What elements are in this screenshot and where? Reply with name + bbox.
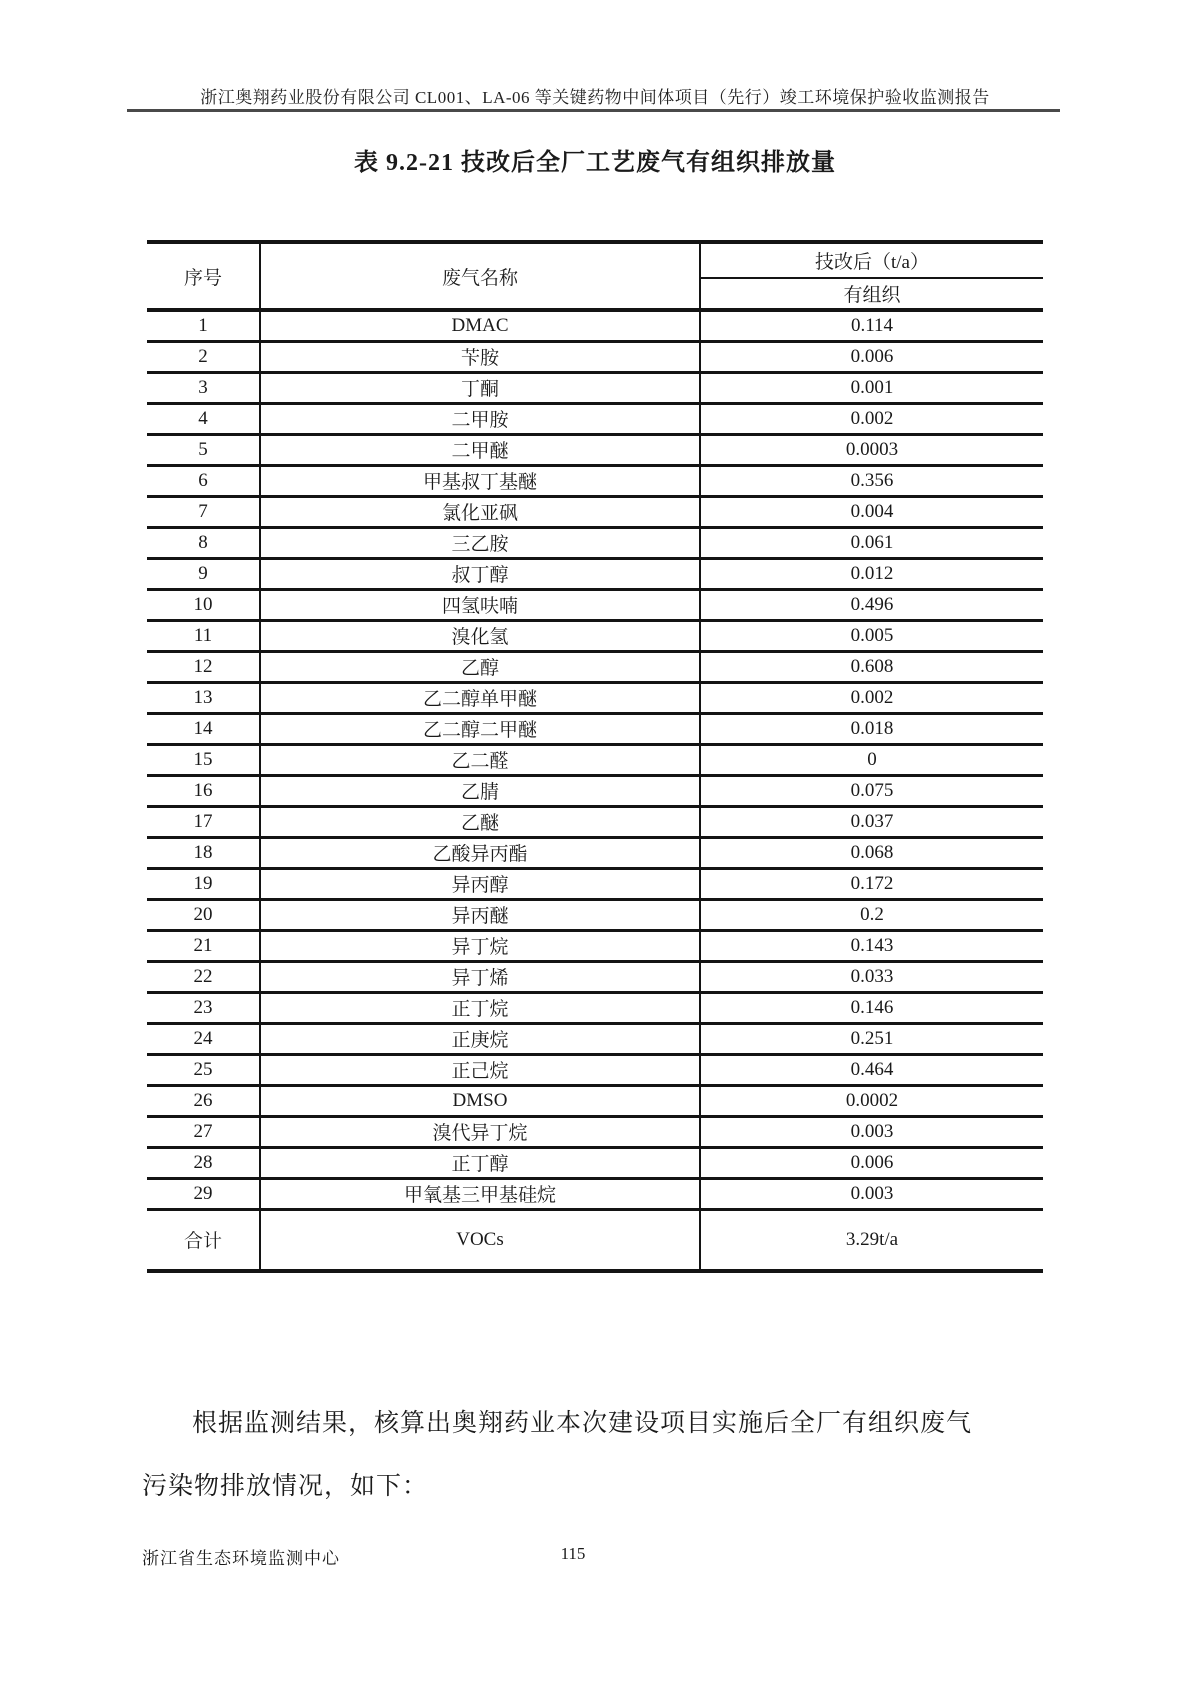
row-seq: 4 <box>147 403 260 434</box>
running-header: 浙江奥翔药业股份有限公司 CL001、LA-06 等关键药物中间体项目（先行）竣工环境保护验收监测报告 <box>200 88 990 107</box>
table-row <box>147 1054 1043 1085</box>
row-seq: 10 <box>147 589 260 620</box>
row-value: 0.251 <box>700 1023 1043 1054</box>
table-row <box>147 961 1043 992</box>
row-value: 0.002 <box>700 682 1043 713</box>
row-name: 乙二醛 <box>260 744 700 775</box>
row-seq: 6 <box>147 465 260 496</box>
row-name: 甲基叔丁基醚 <box>260 465 700 496</box>
row-name: 苄胺 <box>260 341 700 372</box>
table-body <box>147 310 1043 1271</box>
table-row <box>147 310 1043 341</box>
row-value: 0.018 <box>700 713 1043 744</box>
row-value: 0.004 <box>700 496 1043 527</box>
table-row <box>147 899 1043 930</box>
row-value: 0.172 <box>700 868 1043 899</box>
row-seq: 9 <box>147 558 260 589</box>
row-seq: 20 <box>147 899 260 930</box>
row-seq: 25 <box>147 1054 260 1085</box>
row-seq: 1 <box>147 310 260 341</box>
row-seq: 27 <box>147 1116 260 1147</box>
table-row <box>147 434 1043 465</box>
table-row <box>147 372 1043 403</box>
table-row <box>147 744 1043 775</box>
paragraph-line-2: 污染物排放情况，如下： <box>142 1473 429 1500</box>
row-seq: 28 <box>147 1147 260 1178</box>
header-row-1 <box>147 242 1043 278</box>
row-seq: 15 <box>147 744 260 775</box>
table-row <box>147 1116 1043 1147</box>
row-name: 正庚烷 <box>260 1023 700 1054</box>
row-name: 溴代异丁烷 <box>260 1116 700 1147</box>
row-value: 0.037 <box>700 806 1043 837</box>
row-name: 正丁烷 <box>260 992 700 1023</box>
row-seq: 19 <box>147 868 260 899</box>
row-value: 0.146 <box>700 992 1043 1023</box>
row-name: 叔丁醇 <box>260 558 700 589</box>
table-row <box>147 496 1043 527</box>
table-row <box>147 403 1043 434</box>
header-name: 废气名称 <box>260 242 700 310</box>
row-name: 氯化亚砜 <box>260 496 700 527</box>
row-name: 异丙醇 <box>260 868 700 899</box>
table-row <box>147 620 1043 651</box>
table-row <box>147 930 1043 961</box>
row-value: 0.033 <box>700 961 1043 992</box>
row-name: 正己烷 <box>260 1054 700 1085</box>
row-value: 0.464 <box>700 1054 1043 1085</box>
row-value: 0.068 <box>700 837 1043 868</box>
row-seq: 3 <box>147 372 260 403</box>
row-name: 乙二醇单甲醚 <box>260 682 700 713</box>
paragraph-line-1: 根据监测结果，核算出奥翔药业本次建设项目实施后全厂有组织废气 <box>192 1410 973 1437</box>
footer-page-number: 115 <box>560 1544 586 1563</box>
footer-organization: 浙江省生态环境监测中心 <box>142 1549 340 1568</box>
row-value: 0.496 <box>700 589 1043 620</box>
table-row <box>147 651 1043 682</box>
row-value: 0.0002 <box>700 1085 1043 1116</box>
table-row <box>147 465 1043 496</box>
row-value: 0.143 <box>700 930 1043 961</box>
row-value: 0.061 <box>700 527 1043 558</box>
row-seq: 29 <box>147 1178 260 1209</box>
table-row <box>147 558 1043 589</box>
table-row <box>147 713 1043 744</box>
row-value: 0.003 <box>700 1178 1043 1209</box>
row-seq: 14 <box>147 713 260 744</box>
table-row <box>147 806 1043 837</box>
table-row <box>147 1023 1043 1054</box>
row-name: 二甲胺 <box>260 403 700 434</box>
table-caption: 表 9.2-21 技改后全厂工艺废气有组织排放量 <box>354 150 836 176</box>
row-name: 乙二醇二甲醚 <box>260 713 700 744</box>
row-name: 溴化氢 <box>260 620 700 651</box>
row-seq: 8 <box>147 527 260 558</box>
table-header <box>147 242 1043 310</box>
row-name: 乙醚 <box>260 806 700 837</box>
row-name: DMAC <box>260 310 700 341</box>
table-row <box>147 589 1043 620</box>
row-seq: 5 <box>147 434 260 465</box>
row-value: 0.2 <box>700 899 1043 930</box>
table-row <box>147 1085 1043 1116</box>
row-seq: 11 <box>147 620 260 651</box>
row-value: 0.003 <box>700 1116 1043 1147</box>
row-name: 二甲醚 <box>260 434 700 465</box>
row-name: 三乙胺 <box>260 527 700 558</box>
table-row <box>147 837 1043 868</box>
row-name: 异丁烷 <box>260 930 700 961</box>
header-rule <box>127 109 1060 112</box>
row-seq: 21 <box>147 930 260 961</box>
row-name: 异丙醚 <box>260 899 700 930</box>
table-row <box>147 868 1043 899</box>
row-name: 丁酮 <box>260 372 700 403</box>
row-seq: 13 <box>147 682 260 713</box>
row-value: 0.001 <box>700 372 1043 403</box>
row-name: 乙酸异丙酯 <box>260 837 700 868</box>
total-value: 3.29t/a <box>700 1209 1043 1271</box>
row-value: 0.005 <box>700 620 1043 651</box>
row-value: 0.002 <box>700 403 1043 434</box>
row-name: DMSO <box>260 1085 700 1116</box>
table-row <box>147 1147 1043 1178</box>
row-value: 0.0003 <box>700 434 1043 465</box>
table-row <box>147 775 1043 806</box>
table-row <box>147 527 1043 558</box>
row-value: 0.608 <box>700 651 1043 682</box>
row-value: 0.356 <box>700 465 1043 496</box>
body-paragraph <box>142 1392 1050 1518</box>
row-name: 甲氧基三甲基硅烷 <box>260 1178 700 1209</box>
table-row <box>147 992 1043 1023</box>
row-value: 0.006 <box>700 341 1043 372</box>
table-total-row <box>147 1209 1043 1271</box>
row-seq: 16 <box>147 775 260 806</box>
header-group: 技改后（t/a） <box>700 242 1043 278</box>
total-name: VOCs <box>456 1228 504 1250</box>
row-value: 0 <box>700 744 1043 775</box>
emissions-table <box>147 240 1043 1273</box>
row-seq: 23 <box>147 992 260 1023</box>
row-value: 0.012 <box>700 558 1043 589</box>
row-seq: 2 <box>147 341 260 372</box>
row-name: 乙醇 <box>260 651 700 682</box>
row-seq: 24 <box>147 1023 260 1054</box>
table-row <box>147 341 1043 372</box>
row-name: 四氢呋喃 <box>260 589 700 620</box>
row-seq: 18 <box>147 837 260 868</box>
row-name: 异丁烯 <box>260 961 700 992</box>
row-value: 0.114 <box>700 310 1043 341</box>
row-value: 0.006 <box>700 1147 1043 1178</box>
header-seq: 序号 <box>147 242 260 310</box>
header-sub: 有组织 <box>700 278 1043 310</box>
total-label: 合计 <box>147 1209 260 1271</box>
row-name: 乙腈 <box>260 775 700 806</box>
row-seq: 22 <box>147 961 260 992</box>
row-seq: 26 <box>147 1085 260 1116</box>
table-row <box>147 682 1043 713</box>
row-seq: 17 <box>147 806 260 837</box>
row-seq: 7 <box>147 496 260 527</box>
row-value: 0.075 <box>700 775 1043 806</box>
row-seq: 12 <box>147 651 260 682</box>
row-name: 正丁醇 <box>260 1147 700 1178</box>
table-row <box>147 1178 1043 1209</box>
